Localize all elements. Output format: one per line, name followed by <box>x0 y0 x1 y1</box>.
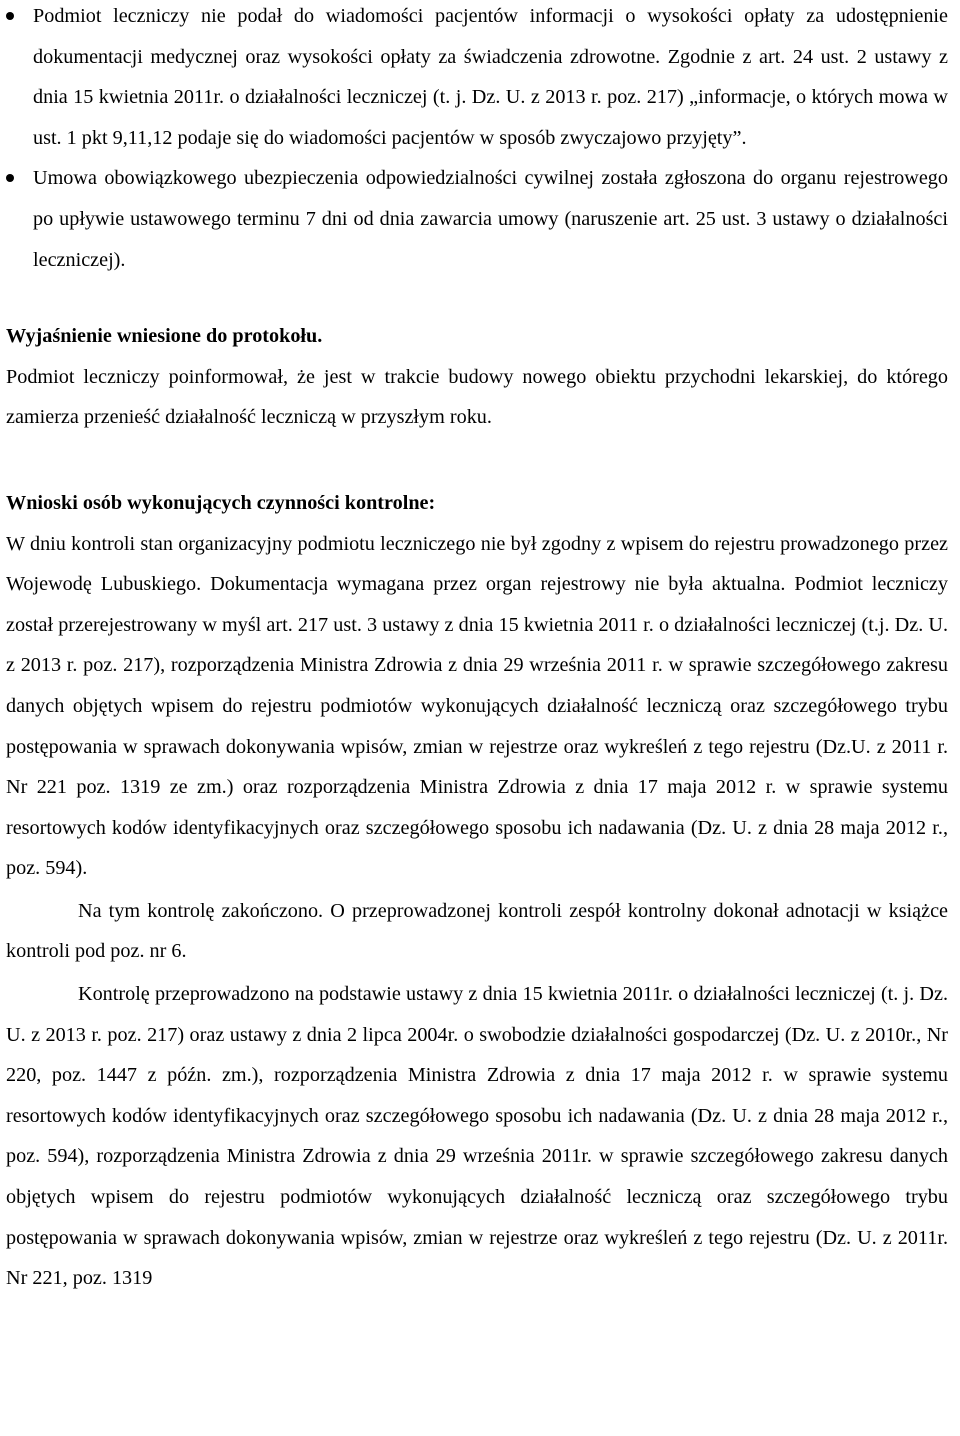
finding-text: Podmiot leczniczy nie podał do wiadomości pacjentów informacji o wysokości opłaty za udostępnienie dokumentacji medycznej oraz wysokości opłaty za świadczenia zdrowotne. Zgodnie z art. 24 ust. 2 ustawy z dnia 15 kwietnia 2011r. o działalności leczniczej (t. j. Dz. U. z 2013 r. poz. 217) „informacje, o których mowa w ust. 1 pkt 9,11,12 podaje się do wiadomości pacjentów w sposób zwyczajowo przyjęty”. <box>33 5 948 149</box>
bullet-icon <box>6 174 14 182</box>
document-page <box>6 0 948 1299</box>
bullet-icon <box>6 12 14 20</box>
legal-basis-paragraph: Kontrolę przeprowadzono na podstawie ustawy z dnia 15 kwietnia 2011r. o działalności leczniczej (t. j. Dz. U. z 2013 r. poz. 217) oraz ustawy z dnia 2 lipca 2004r. o swobodzie działalności gospodarczej (Dz. U. z 2010r., Nr 220, poz. 1447 z późn. zm.), rozporządzenia Ministra Zdrowia z dnia 17 maja 2012 r. w sprawie systemu resortowych kodów identyfikacyjnych oraz szczegółowego sposobu ich nadawania (Dz. U. z dnia 28 maja 2012 r., poz. 594), rozporządzenia Ministra Zdrowia z dnia 29 września 2011r. w sprawie szczegółowego zakresu danych objętych wpisem do rejestru podmiotów wykonujących działalność leczniczą oraz szczegółowego trybu postępowania w sprawach dokonywania wpisów, zmian w rejestrze oraz wykreśleń z tego rejestru (Dz. U. z 2011r. Nr 221, poz. 1319 <box>6 983 948 1290</box>
explanation-heading: Wyjaśnienie wniesione do protokołu. <box>6 325 323 348</box>
finding-text: Umowa obowiązkowego ubezpieczenia odpowiedzialności cywilnej została zgłoszona do organu rejestrowego po upływie ustawowego terminu 7 dni od dnia zawarcia umowy (naruszenie art. 25 ust. 3 ustawy o działalności leczniczej). <box>33 167 948 271</box>
conclusions-heading: Wnioski osób wykonujących czynności kontrolne: <box>6 491 436 514</box>
conclusions-paragraph: W dniu kontroli stan organizacyjny podmiotu leczniczego nie był zgodny z wpisem do rejestru prowadzonego przez Wojewodę Lubuskiego. Dokumentacja wymagana przez organ rejestrowy nie była aktualna. Podmiot leczniczy został przerejestrowany w myśl art. 217 ust. 3 ustawy z dnia 15 kwietnia 2011 r. o działalności leczniczej (t.j. Dz. U. z 2013 r. poz. 217), rozporządzenia Ministra Zdrowia z dnia 29 września 2011 r. w sprawie szczegółowego zakresu danych objętych wpisem do rejestru podmiotów wykonujących działalność leczniczą oraz szczegółowego trybu postępowania w sprawach dokonywania wpisów, zmian w rejestrze oraz wykreśleń z tego rejestru (Dz.U. z 2011 r. Nr 221 poz. 1319 ze zm.) oraz rozporządzenia Ministra Zdrowia z dnia 17 maja 2012 r. w sprawie systemu resortowych kodów identyfikacyjnych oraz szczegółowego sposobu ich nadawania (Dz. U. z dnia 28 maja 2012 r., poz. 594). <box>6 532 948 880</box>
findings-list <box>6 0 948 280</box>
finding-bullet-item <box>6 0 948 158</box>
closing-paragraph: Na tym kontrolę zakończono. O przeprowadzonej kontroli zespół kontrolny dokonał adnotacji w książce kontroli pod poz. nr 6. <box>6 899 948 963</box>
finding-bullet-item <box>6 158 948 280</box>
explanation-paragraph: Podmiot leczniczy poinformował, że jest w trakcie budowy nowego obiektu przychodni lekarskiej, do którego zamierza przenieść działalność leczniczą w przyszłym roku. <box>6 365 948 429</box>
